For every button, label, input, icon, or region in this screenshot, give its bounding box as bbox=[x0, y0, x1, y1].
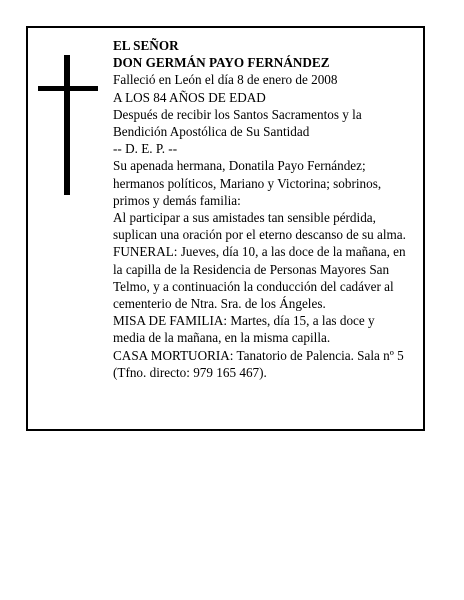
cross-icon bbox=[64, 55, 70, 195]
obituary-line: FUNERAL: Jueves, día 10, a las doce de la mañana, en bbox=[113, 244, 406, 260]
obituary-line: media de la mañana, en la misma capilla. bbox=[113, 330, 331, 346]
obituary-line: A LOS 84 AÑOS DE EDAD bbox=[113, 89, 266, 105]
cross-icon-crossbar bbox=[38, 86, 98, 91]
obituary-line: DON GERMÁN PAYO FERNÁNDEZ bbox=[113, 55, 330, 71]
obituary-line: CASA MORTUORIA: Tanatorio de Palencia. Sala nº 5 bbox=[113, 347, 404, 363]
obituary-line: EL SEÑOR bbox=[113, 38, 179, 53]
obituary-line: Al participar a sus amistades tan sensible pérdida, bbox=[113, 210, 376, 226]
obituary-line: -- D. E. P. -- bbox=[113, 141, 178, 157]
obituary-line: Su apenada hermana, Donatila Payo Fernández; bbox=[113, 158, 366, 174]
obituary-line: (Tfno. directo: 979 165 467). bbox=[113, 364, 267, 380]
obituary-line: Falleció en León el día 8 de enero de 2008 bbox=[113, 72, 338, 88]
obituary-line: hermanos políticos, Mariano y Victorina; sobrinos, bbox=[113, 175, 382, 191]
obituary-line: cementerio de Ntra. Sra. de los Ángeles. bbox=[113, 296, 326, 312]
obituary-line: Después de recibir los Santos Sacramentos y la bbox=[113, 106, 362, 122]
obituary-line: primos y demás familia: bbox=[113, 192, 241, 208]
obituary-text bbox=[113, 37, 423, 381]
obituary-line: la capilla de la Residencia de Personas Mayores San bbox=[113, 261, 390, 277]
obituary-line: suplican una oración por el eterno descanso de su alma. bbox=[113, 227, 406, 243]
obituary-line: Telmo, y a continuación la conducción del cadáver al bbox=[113, 278, 394, 294]
obituary-line: MISA DE FAMILIA: Martes, día 15, a las doce y bbox=[113, 313, 375, 329]
obituary-line: Bendición Apostólica de Su Santidad bbox=[113, 124, 310, 140]
